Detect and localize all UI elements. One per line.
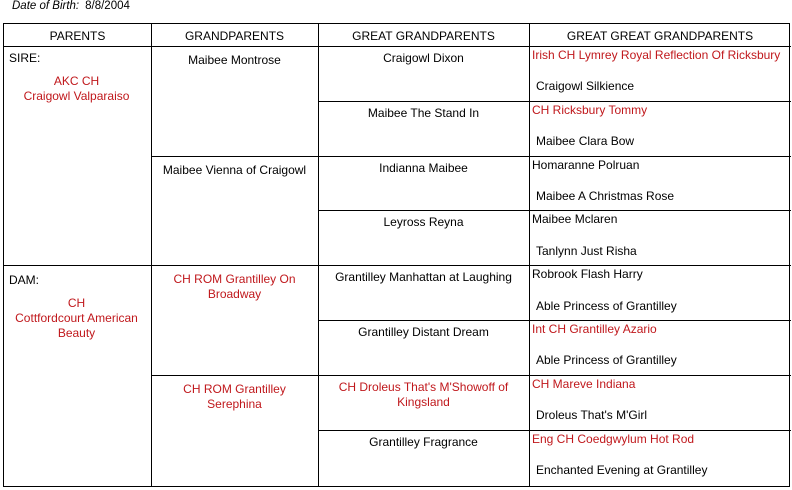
- great-great-grandparent-name: Robrook Flash Harry: [532, 267, 643, 282]
- grandparent-name-line: CH ROM Grantilley On: [173, 272, 296, 287]
- grandparent-name-line: Broadway: [207, 287, 262, 302]
- row-divider: [151, 156, 791, 157]
- header-grandparents: GRANDPARENTS: [184, 29, 285, 43]
- great-grandparent-name: [318, 380, 529, 410]
- great-great-grandparent-name: Maibee Clara Bow: [536, 134, 635, 149]
- grandparent-name-line: Serephina: [207, 396, 262, 411]
- column-divider: [318, 24, 319, 486]
- great-grandparent-name-line: Maibee The Stand In: [367, 105, 480, 120]
- grandparent-name: [151, 163, 318, 178]
- great-grandparent-name-line: Grantilley Manhattan at Laughing: [335, 270, 512, 285]
- great-great-grandparent-name: CH Mareve Indiana: [532, 376, 636, 391]
- column-divider: [529, 24, 530, 486]
- great-grandparent-name-line: Craigowl Dixon: [383, 51, 464, 65]
- date-of-birth: [12, 0, 130, 12]
- grandparent-name-line: Maibee Vienna of Craigowl: [162, 162, 307, 177]
- row-divider: [318, 320, 791, 321]
- row-divider: [151, 375, 791, 376]
- header-great-grandparents: GREAT GRANDPARENTS: [352, 29, 495, 43]
- great-great-grandparent-name: CH Ricksbury Tommy: [532, 102, 648, 117]
- dam-name-line2: Beauty: [57, 326, 96, 340]
- great-grandparent-name: [318, 435, 529, 450]
- great-great-grandparent-name: Maibee Mclaren: [532, 212, 618, 227]
- sire-role: SIRE:: [9, 51, 41, 65]
- great-grandparent-name: [318, 161, 529, 176]
- great-great-grandparent-name: Droleus That's M'Girl: [536, 408, 648, 423]
- sire-cell: [9, 51, 149, 104]
- row-divider: [318, 210, 791, 211]
- great-great-grandparent-name: Able Princess of Grantilley: [536, 298, 677, 313]
- great-grandparent-name-line: Kingsland: [397, 394, 450, 409]
- dam-title: CH: [67, 296, 86, 310]
- sire-name: Craigowl Valparaiso: [23, 89, 130, 103]
- great-grandparent-name-line: Leyross Reyna: [383, 215, 464, 230]
- great-great-grandparent-name: Irish CH Lymrey Royal Reflection Of Ricksbury: [532, 48, 781, 62]
- grandparent-name: [151, 53, 318, 68]
- date-of-birth-value: 8/8/2004: [85, 0, 130, 12]
- row-divider: [4, 265, 791, 266]
- great-grandparent-name: [318, 215, 529, 230]
- great-great-grandparent-name: Tanlynn Just Risha: [536, 243, 637, 258]
- grandparent-name-line: CH ROM Grantilley: [183, 381, 286, 396]
- great-great-grandparent-name: Int CH Grantilley Azario: [532, 322, 657, 336]
- column-divider: [151, 24, 152, 486]
- grandparent-name: [151, 272, 318, 302]
- great-grandparent-name-line: Indianna Maibee: [379, 160, 468, 175]
- grandparent-name-line: Maibee Montrose: [188, 53, 281, 67]
- great-grandparent-name: [318, 51, 529, 66]
- pedigree-table: [3, 23, 790, 487]
- header-great-great-grandparents: GREAT GREAT GRANDPARENTS: [566, 29, 754, 43]
- dam-name-line1: Cottfordcourt American: [15, 311, 138, 325]
- great-grandparent-name: [318, 325, 529, 340]
- great-great-grandparent-name: Craigowl Silkience: [536, 79, 635, 94]
- sire-title: AKC CH: [53, 74, 100, 88]
- header-parents: PARENTS: [49, 29, 106, 43]
- great-grandparent-name-line: CH Droleus That's M'Showoff of: [338, 379, 509, 394]
- row-divider: [318, 101, 791, 102]
- great-great-grandparent-name: Homaranne Polruan: [532, 157, 640, 172]
- row-divider: [318, 430, 791, 431]
- great-grandparent-name-line: Grantilley Distant Dream: [358, 325, 489, 339]
- great-grandparent-name-line: Grantilley Fragrance: [369, 434, 478, 449]
- date-of-birth-label: Date of Birth:: [12, 0, 80, 12]
- great-great-grandparent-name: Eng CH Coedgwylum Hot Rod: [532, 431, 695, 446]
- great-grandparent-name: [318, 106, 529, 121]
- grandparent-name: [151, 382, 318, 412]
- great-great-grandparent-name: Enchanted Evening at Grantilley: [536, 463, 708, 477]
- great-great-grandparent-name: Maibee A Christmas Rose: [536, 189, 675, 203]
- great-great-grandparent-name: Able Princess of Grantilley: [536, 353, 677, 368]
- dam-role: DAM:: [9, 273, 39, 287]
- dam-cell: [9, 273, 149, 341]
- row-divider: [4, 46, 791, 47]
- great-grandparent-name: [318, 270, 529, 285]
